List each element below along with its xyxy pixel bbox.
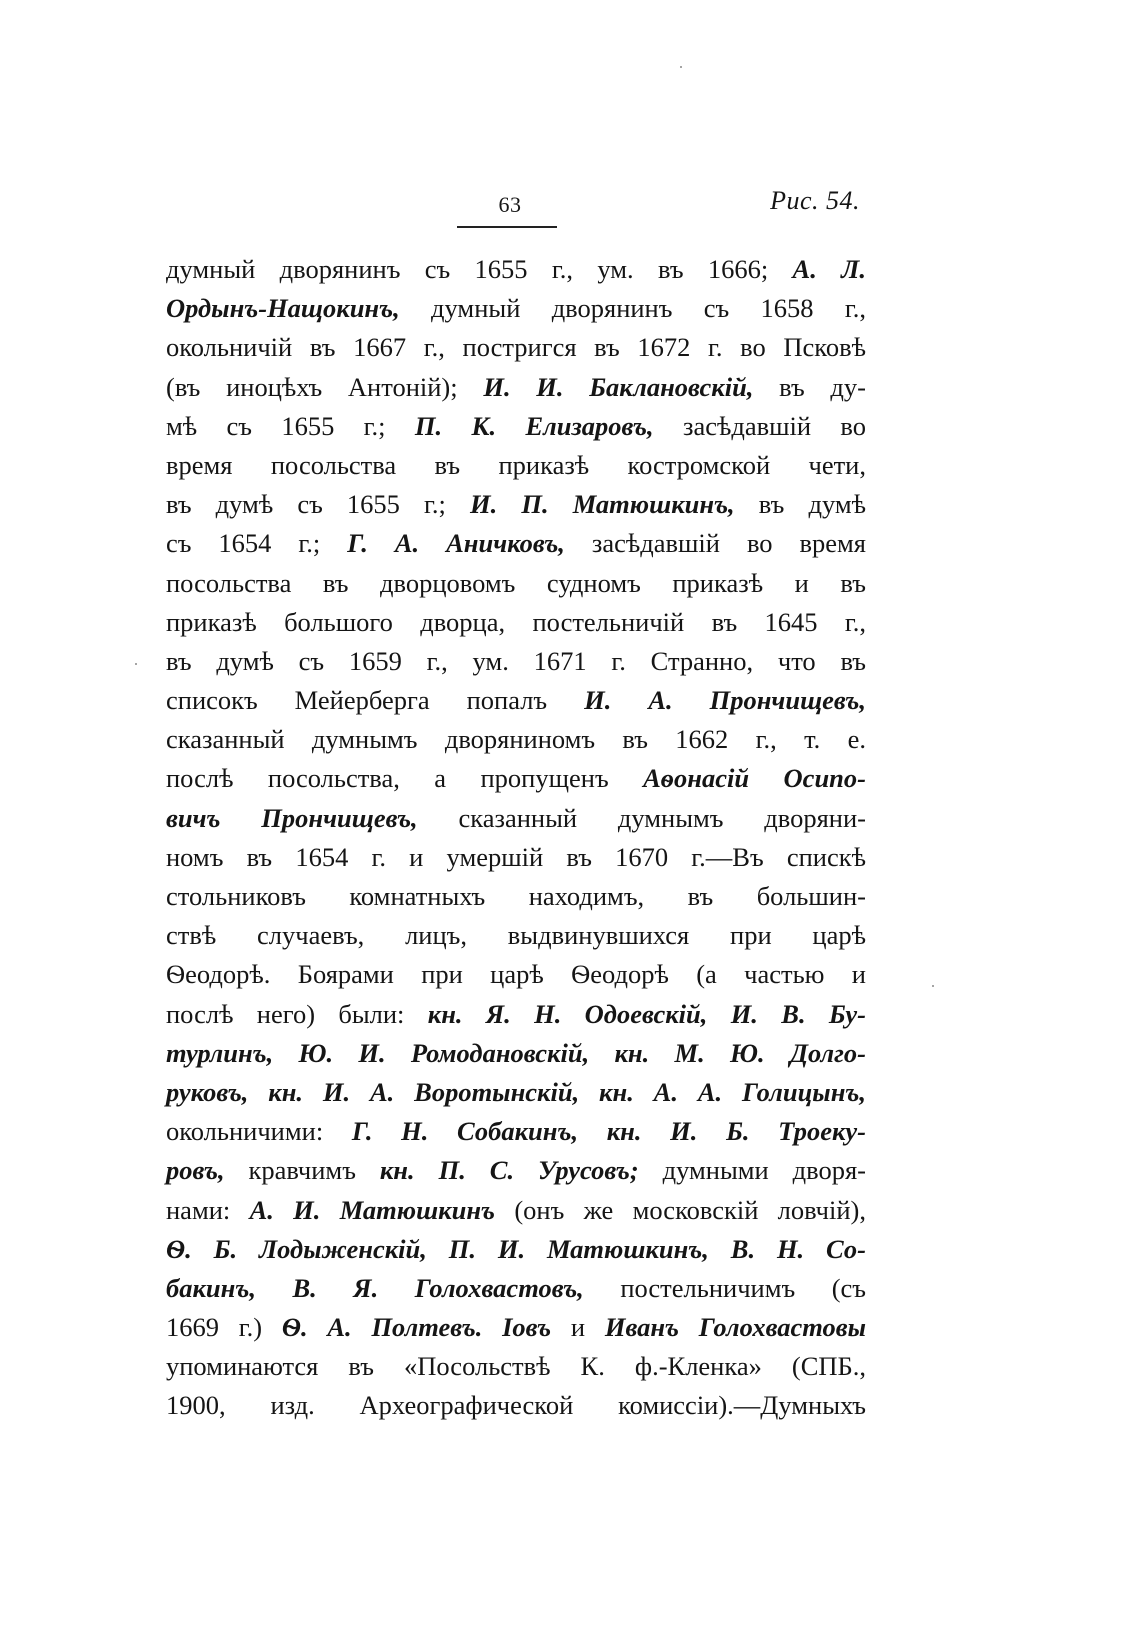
- italic-name-run: И. П. Матюшкинъ,: [470, 489, 735, 520]
- text-run: посольства въ дворцовомъ судномъ приказѣ и въ: [166, 567, 866, 598]
- text-line: [166, 1308, 866, 1347]
- italic-name-run: вичъ Прончищевъ,: [166, 802, 418, 833]
- italic-name-run: Иванъ Голохвастовы: [604, 1312, 866, 1343]
- print-speck: [135, 663, 137, 665]
- text-run: думный дворянинъ съ 1655 г., ум. въ 1666;: [166, 254, 793, 284]
- text-line: [166, 368, 866, 407]
- text-run: Ѳеодорѣ. Боярами при царѣ Ѳеодорѣ (а частью и: [166, 959, 866, 990]
- text-line: [166, 799, 866, 838]
- text-run: 1669 г.): [166, 1312, 282, 1343]
- text-line: [166, 1112, 866, 1151]
- text-line: [166, 1073, 866, 1112]
- page-number-rule: [457, 226, 557, 228]
- italic-name-run: кн. Я. Н. Одоевскiй, И. В. Бу-: [427, 998, 867, 1029]
- text-line: [166, 759, 866, 798]
- text-line: [166, 1386, 866, 1425]
- text-run: окольничими:: [166, 1116, 352, 1147]
- text-run: послѣ него) были:: [166, 998, 428, 1029]
- text-run: сказанный думнымъ дворяни-: [417, 802, 866, 833]
- text-run: номъ въ 1654 г. и умершiй въ 1670 г.—Въ спискѣ: [166, 841, 866, 872]
- text-line: [166, 289, 866, 328]
- text-line: [166, 1269, 866, 1308]
- text-line: [166, 955, 866, 994]
- text-run: въ думѣ съ 1659 г., ум. 1671 г. Странно, что въ: [166, 645, 866, 676]
- text-line: [166, 524, 866, 563]
- italic-name-run: Ордынъ-Нащокинъ,: [166, 293, 400, 324]
- text-run: послѣ посольства, а пропущенъ: [166, 763, 644, 794]
- figure-reference: Рис. 54.: [770, 186, 860, 215]
- text-line: [166, 877, 866, 916]
- text-run: приказѣ большого дворца, постельничiй въ 1645 г.,: [166, 606, 866, 637]
- text-run: думный дворянинъ съ 1658 г.,: [399, 293, 866, 324]
- text-line: [166, 1034, 866, 1073]
- italic-name-run: бакинъ, В. Я. Голохвастовъ,: [166, 1272, 584, 1303]
- text-line: [166, 564, 866, 603]
- text-run: 1900, изд. Археографической комиссiи).—Думныхъ: [166, 1390, 866, 1421]
- text-line: [166, 916, 866, 955]
- text-run: (въ иноцѣхъ Антонiй);: [166, 371, 484, 402]
- italic-name-run: ровъ,: [166, 1155, 225, 1186]
- text-run: мѣ съ 1655 г.;: [166, 410, 415, 441]
- text-run: съ 1654 г.;: [166, 528, 348, 559]
- text-run: въ ду-: [753, 371, 866, 402]
- text-line: [166, 681, 866, 720]
- italic-name-run: руковъ, кн. И. А. Воротынскiй, кн. А. А. Голицынъ,: [166, 1076, 866, 1107]
- text-line: [166, 407, 866, 446]
- italic-name-run: А. И. Матюшкинъ: [249, 1194, 496, 1225]
- text-run: (онъ же московскiй ловчiй),: [495, 1194, 866, 1225]
- italic-name-run: Ѳ. Б. Лодыженскiй, П. И. Матюшкинъ, В. Н. Со-: [166, 1233, 866, 1264]
- italic-name-run: Аѳонасiй Осипо-: [643, 763, 866, 794]
- text-run: засѣдавшiй во: [653, 410, 866, 441]
- text-run: нами:: [166, 1194, 250, 1225]
- text-run: стольниковъ комнатныхъ находимъ, въ большин-: [166, 881, 866, 911]
- text-line: [166, 995, 866, 1034]
- text-run: въ думѣ: [734, 489, 866, 520]
- italic-name-run: А. Л.: [792, 254, 866, 284]
- italic-name-run: И. А. Прончищевъ,: [584, 685, 866, 716]
- print-speck: [680, 66, 682, 68]
- print-speck: [932, 985, 934, 987]
- text-line: [166, 603, 866, 642]
- text-line: [166, 1347, 866, 1386]
- italic-name-run: Ѳ. А. Полтевъ. Iовъ: [281, 1312, 552, 1343]
- text-run: ствѣ случаевъ, лицъ, выдвинувшихся при царѣ: [166, 920, 866, 951]
- italic-name-run: Г. Н. Собакинъ, кн. И. Б. Троеку-: [351, 1116, 866, 1147]
- text-line: [166, 446, 866, 485]
- text-line: [166, 328, 866, 367]
- text-line: [166, 485, 866, 524]
- italic-name-run: кн. П. С. Урусовъ;: [379, 1155, 639, 1186]
- text-line: [166, 1191, 866, 1230]
- text-run: списокъ Мейерберга попалъ: [166, 685, 585, 716]
- text-run: окольничiй въ 1667 г., постригся въ 1672 г. во Псковѣ: [166, 332, 866, 363]
- text-line: [166, 642, 866, 681]
- text-run: и: [551, 1312, 605, 1343]
- text-run: время посольства въ приказѣ костромской чети,: [166, 449, 866, 480]
- body-text: [166, 250, 866, 1426]
- italic-name-run: И. И. Баклановскiй,: [483, 371, 754, 402]
- text-line: [166, 720, 866, 759]
- text-run: упоминаются въ «Посольствѣ К. ф.-Кленка» (СПБ.,: [166, 1351, 866, 1382]
- text-line: [166, 1151, 866, 1190]
- text-line: [166, 250, 866, 289]
- italic-name-run: турлинъ, Ю. И. Ромодановскiй, кн. М. Ю. Долго-: [166, 1037, 866, 1068]
- italic-name-run: П. К. Елизаровъ,: [414, 410, 654, 441]
- text-run: думными дворя-: [638, 1155, 867, 1186]
- text-run: засѣдавшiй во время: [564, 528, 866, 559]
- text-run: постельничимъ (съ: [583, 1272, 867, 1303]
- text-run: кравчимъ: [224, 1155, 380, 1186]
- text-line: [166, 1230, 866, 1269]
- text-line: [166, 838, 866, 877]
- text-run: сказанный думнымъ дворяниномъ въ 1662 г., т. е.: [166, 724, 866, 755]
- text-run: въ думѣ съ 1655 г.;: [166, 489, 471, 520]
- page-number: 63: [498, 192, 522, 217]
- italic-name-run: Г. А. Аничковъ,: [347, 528, 565, 559]
